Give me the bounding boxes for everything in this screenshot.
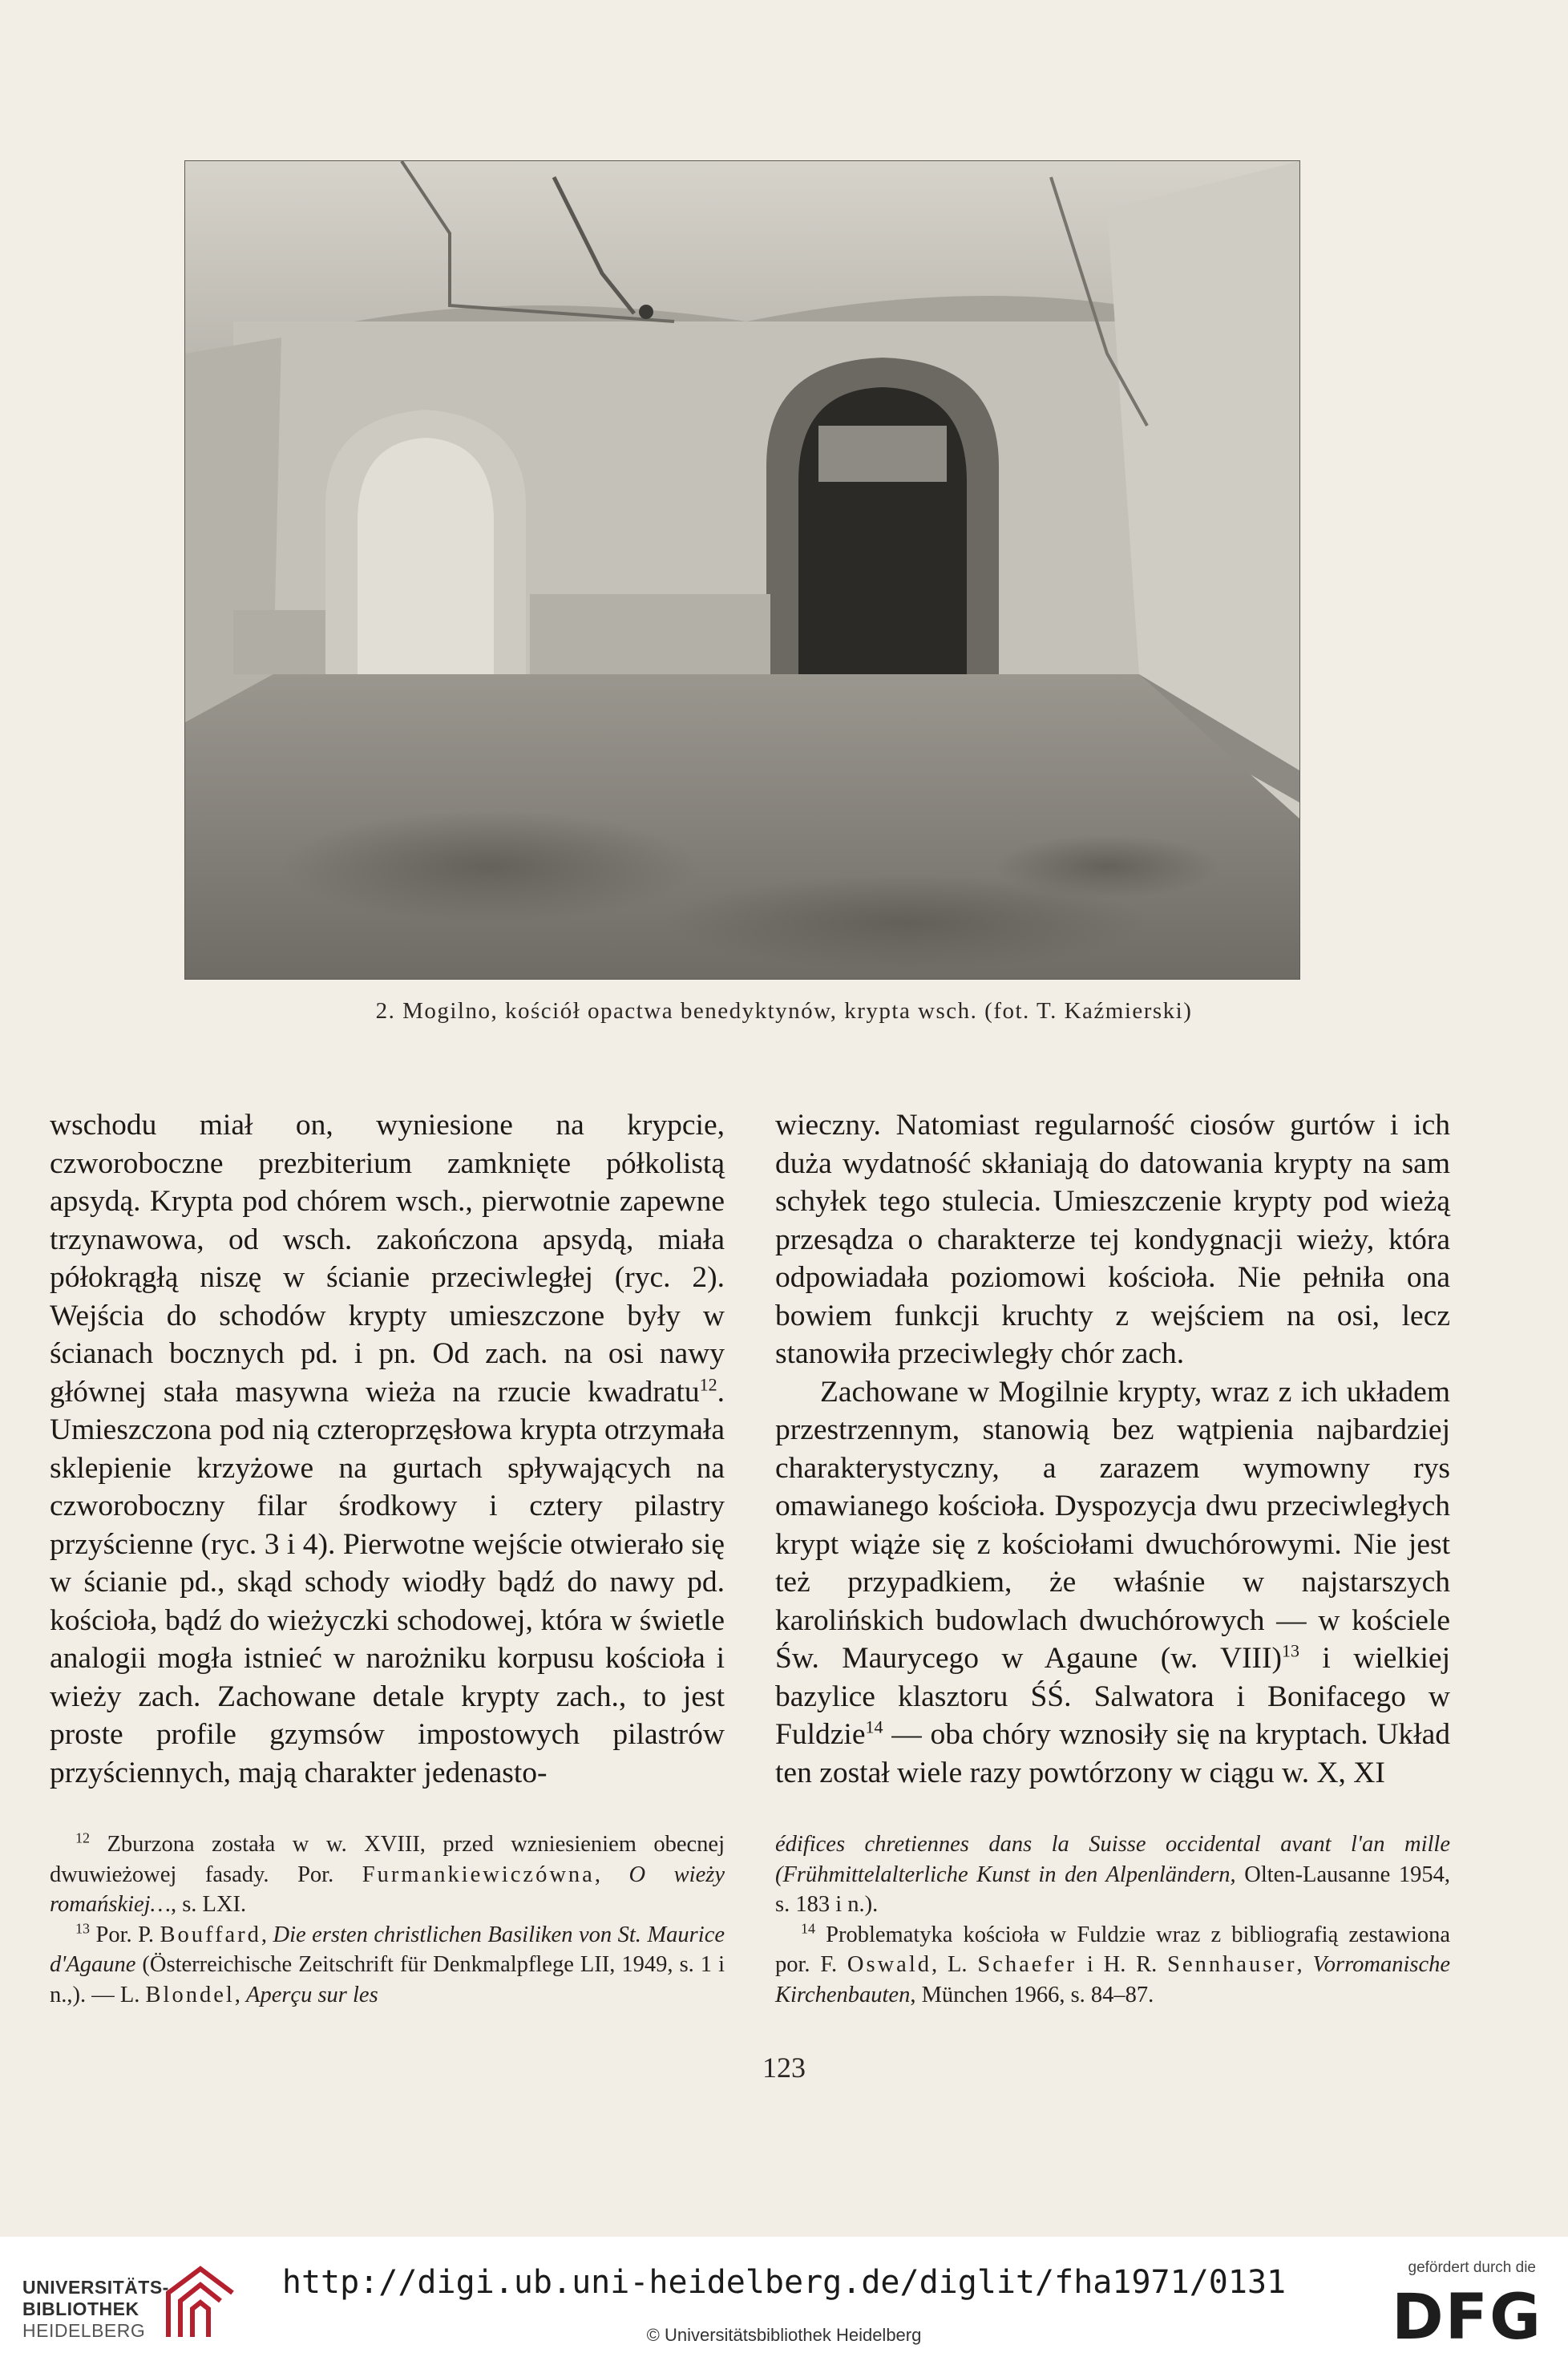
footnote-text: i H. R. (1077, 1952, 1168, 1977)
footnote-text: , (234, 1982, 247, 2007)
footnote-ref-12[interactable]: 12 (699, 1374, 717, 1394)
footnote-number: 12 (75, 1829, 90, 1846)
crypt-photograph (184, 160, 1300, 980)
body-text-right-part3: — oba chóry wznosiły się na kryptach. Układ ten został wiele razy powtórzony w ciągu w. X, XI (775, 1718, 1450, 1789)
footnote-12 (50, 1829, 725, 1920)
body-paragraph-right-2 (775, 1373, 1450, 1793)
footnote-title: Die ersten christlichen Basiliken von St. Maurice d'Agaune (50, 1922, 725, 1977)
footnote-title: O wieży romańskiej… (50, 1862, 725, 1917)
permalink-url[interactable]: http://digi.ub.uni-heidelberg.de/diglit/fha1971/0131 (281, 2264, 1287, 2301)
body-column-right (775, 1106, 1450, 1792)
footnote-title: Aperçu sur les (246, 1982, 378, 2007)
library-name-line2: BIBLIOTHEK (22, 2298, 139, 2319)
footnote-text: Por. P. (90, 1922, 160, 1947)
footnote-text: (Österreichische Zeitschrift für Denkmalpflege LII, 1949, s. 1 i n.,). — L. (50, 1952, 725, 2007)
body-text-left-part2: . Umieszczona pod nią czteroprzęsłowa krypta otrzymała sklepienie krzyżowe na gurtach spływających na czworoboczny filar środkowy i cztery pilastry przyścienne (ryc. 3 i 4). Pierwotne wejście otwierało się w ścianie pd., skąd schody wiodły bądź do nawy pd. kościoła, bądź do wieżyczki schodowej, która w świetle analogii mogła istnieć w narożniku korpusu kościoła i wieży zach. Zachowane detale krypty zach., to jest proste profile gzymsów impostowych pilastrów przyściennych, mają charakter jedenasto- (50, 1375, 725, 1789)
footnote-author: Blondel (145, 1982, 235, 2007)
footnote-title: édifices chretiennes dans la Suisse occidental avant l'an mille (Frühmittelalterliche Kunst in den Alpenländern, (775, 1832, 1450, 1887)
crypt-photo-illustration (185, 161, 1299, 979)
footnote-14 (775, 1920, 1450, 2011)
page-number: 123 (762, 2052, 806, 2084)
library-footer (0, 2237, 1568, 2365)
footnote-author: Schaefer (977, 1952, 1077, 1977)
footnote-text: , (594, 1862, 629, 1887)
footnote-13-continued (775, 1829, 1450, 1920)
footnote-number: 14 (801, 1920, 815, 1936)
footnote-author: Oswald (847, 1952, 932, 1977)
footnote-text: , s. LXI. (170, 1892, 247, 1917)
footnote-text: Problematyka kościoła w Fuldzie wraz z bibliografią zestawiona por. F. (775, 1922, 1450, 1977)
footnote-author: Sennhauser (1167, 1952, 1297, 1977)
library-name-line1: UNIVERSITÄTS- (22, 2277, 169, 2298)
figure-caption: 2. Mogilno, kościół opactwa benedyktynów, krypta wsch. (fot. T. Kaźmierski) (375, 998, 1193, 1024)
body-text-right-part1: Zachowane w Mogilnie krypty, wraz z ich układem przestrzennym, stanowią bez wątpienia najbardziej charakterystyczny, a zarazem wymowny rys omawianego kościoła. Dyspozycja dwu przeciwległych krypt wiąże się z kościołami dwuchórowymi. Nie jest też przypadkiem, że właśnie w najstarszych karolińskich budowlach dwuchórowych — w kościele Św. Maurycego w Agaune (w. VIII) (775, 1375, 1450, 1675)
footnote-author: Bouffard (160, 1922, 261, 1947)
footnote-text: Olten-Lausanne 1954, s. 183 i n.). (775, 1862, 1450, 1917)
footnote-text: , L. (932, 1952, 978, 1977)
body-column-left (50, 1106, 725, 1792)
dfg-logo[interactable]: DFG (1391, 2282, 1542, 2354)
footnote-ref-14[interactable]: 14 (865, 1716, 883, 1737)
footnote-author: Furmankiewiczówna (362, 1862, 595, 1887)
body-paragraph-right-1: wieczny. Natomiast regularność ciosów gurtów i ich duża wydatność skłaniają do datowania krypty na sam schyłek tego stulecia. Umieszczenie krypty pod wieżą przesądza o charakterze tej kondygnacji wieży, która odpowiadała poziomowi kościoła. Nie pełniła ona bowiem funkcji kruchty z wejściem na osi, lecz stanowiła przeciwległy chór zach. (775, 1109, 1450, 1370)
body-text-left-part1: wschodu miał on, wyniesione na krypcie, czworoboczne prezbiterium zamknięte półkolistą apsydą. Krypta pod chórem wsch., pierwotnie zapewne trzynawowa, od wsch. zakończona apsydą, miała półokrągłą niszę w ścianie przeciwległej (ryc. 2). Wejścia do schodów krypty umieszczone były w ścianach bocznych pd. i pn. Od zach. na osi nawy głównej stała masywna wieża na rzucie kwadratu (50, 1109, 725, 1409)
footnote-text: , München 1966, s. 84–87. (910, 1982, 1154, 2007)
footnote-number: 13 (75, 1920, 90, 1936)
footnote-text: , (261, 1922, 273, 1947)
footnote-title: Vorromanische Kirchenbauten (775, 1952, 1451, 2007)
footnotes-left (50, 1829, 725, 2010)
footnote-13 (50, 1920, 725, 2011)
footnotes-right (775, 1829, 1450, 2010)
funding-note: gefördert durch die (1408, 2259, 1536, 2276)
footnote-text: Zburzona została w w. XVIII, przed wzniesieniem obecnej dwuwieżowej fasady. Por. (50, 1832, 725, 1887)
body-text-right-part2: i wielkiej bazylice klasztoru ŚŚ. Salwatora i Bonifacego w Fuldzie (775, 1642, 1450, 1751)
footnote-ref-13[interactable]: 13 (1282, 1640, 1300, 1661)
footnote-text: , (1296, 1952, 1313, 1977)
library-name-line3: HEIDELBERG (22, 2320, 146, 2341)
copyright-notice: © Universitätsbibliothek Heidelberg (646, 2325, 922, 2345)
